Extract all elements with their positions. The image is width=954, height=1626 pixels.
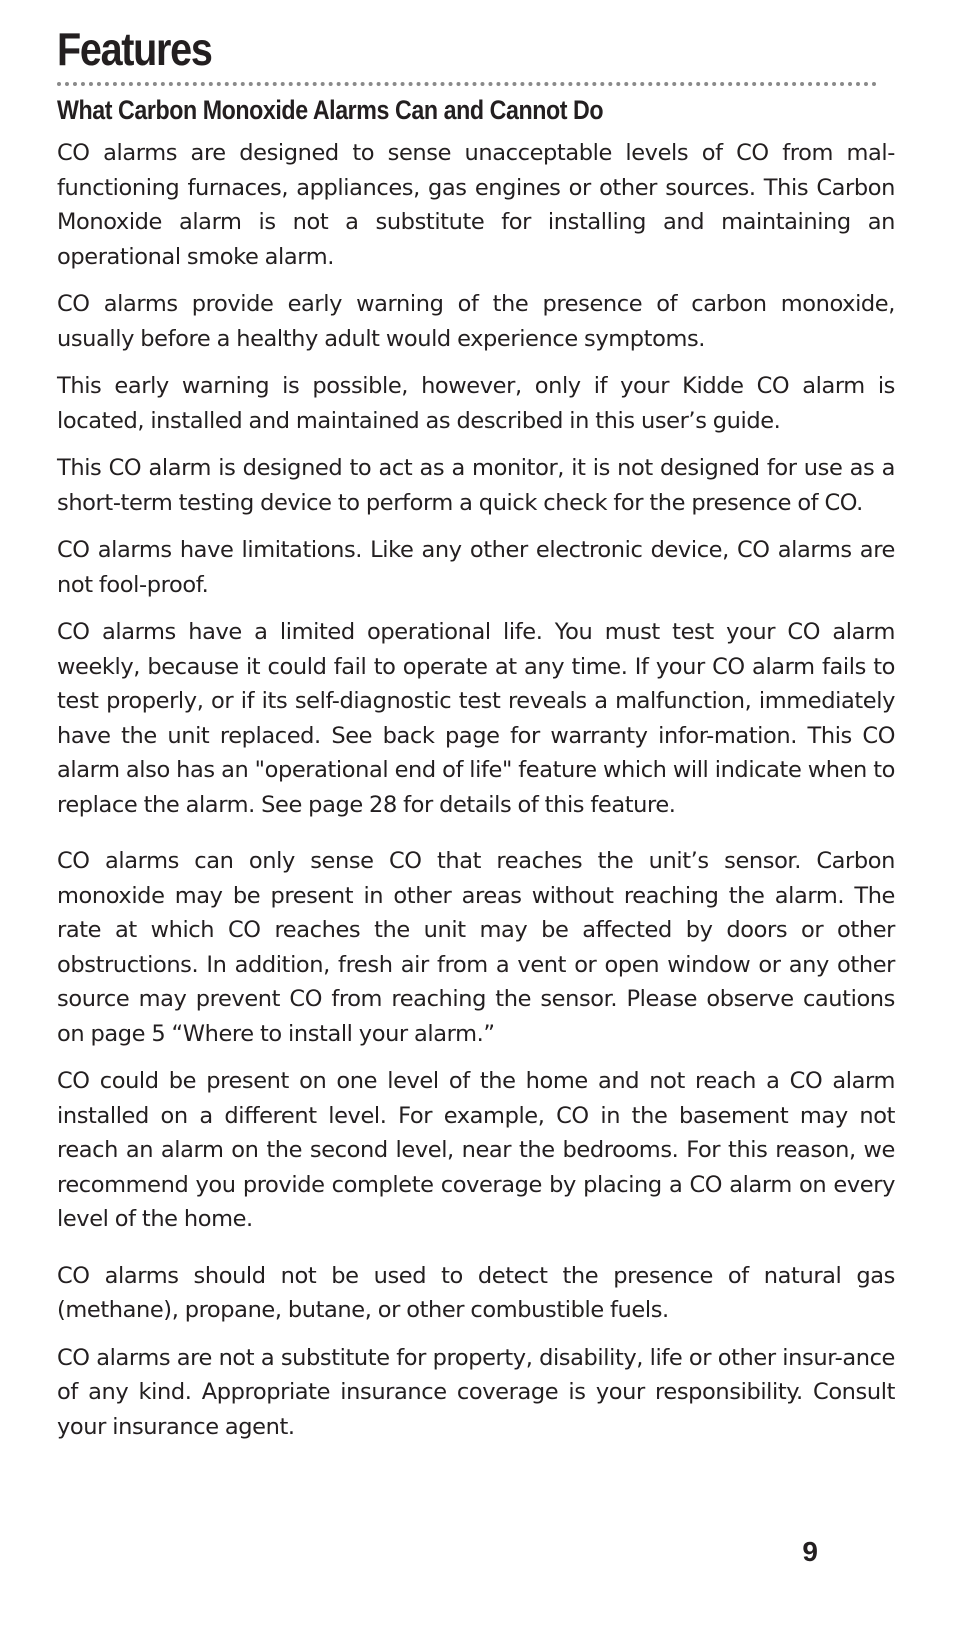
paragraph-purpose: CO alarms are designed to sense unacceptable levels of CO from mal-functioning furnaces, appliances, gas engines or other sources. This Carbon Monoxide alarm is not a substitute for installing and maintaining an operational smoke alarm. bbox=[57, 140, 895, 270]
page-title: Features bbox=[57, 23, 212, 75]
paragraph-limitations: CO alarms have limitations. Like any other electronic device, CO alarms are not fool-proof. bbox=[57, 537, 895, 598]
section-heading: What Carbon Monoxide Alarms Can and Cannot Do bbox=[57, 95, 604, 125]
paragraph-combustible-fuels: CO alarms should not be used to detect the presence of natural gas (methane), propane, butane, or other combustible fuels. bbox=[57, 1262, 895, 1323]
page-number: 9 bbox=[802, 1536, 818, 1567]
paragraph-monitor: This CO alarm is designed to act as a monitor, it is not designed for use as a short-term testing device to perform a quick check for the presence of CO. bbox=[57, 455, 895, 516]
document-page bbox=[57, 22, 895, 1457]
paragraph-installation: This early warning is possible, however, only if your Kidde CO alarm is located, installed and maintained as described in this user’s guide. bbox=[57, 373, 895, 434]
paragraph-coverage: CO could be present on one level of the home and not reach a CO alarm installed on a different level. For example, CO in the basement may not reach an alarm on the second level, near the bedrooms. For this reason, we recommend you provide complete coverage by placing a CO alarm on every level of the home. bbox=[57, 1068, 895, 1232]
dotted-divider bbox=[57, 82, 877, 86]
paragraph-operational-life: CO alarms have a limited operational life. You must test your CO alarm weekly, because it could fail to operate at any time. If your CO alarm fails to test properly, or if its self-diagnostic test reveals a malfunction, immediately have the unit replaced. See back page for warranty infor-mation. This CO alarm also has an "operational end of life" feature which will indicate when to replace the alarm. See page 28 for details of this feature. bbox=[57, 619, 895, 818]
paragraph-early-warning: CO alarms provide early warning of the presence of carbon monoxide, usually before a healthy adult would experience symptoms. bbox=[57, 291, 895, 352]
paragraph-sensor-reach: CO alarms can only sense CO that reaches the unit’s sensor. Carbon monoxide may be present in other areas without reaching the alarm. The rate at which CO reaches the unit may be affected by doors or other obstructions. In addition, fresh air from a vent or open window or any other source may prevent CO from reaching the sensor. Please observe cautions on page 5 “Where to install your alarm.” bbox=[57, 848, 895, 1047]
paragraph-insurance: CO alarms are not a substitute for property, disability, life or other insur-ance of any kind. Appropriate insurance coverage is your responsibility. Consult your insurance agent. bbox=[57, 1344, 895, 1440]
